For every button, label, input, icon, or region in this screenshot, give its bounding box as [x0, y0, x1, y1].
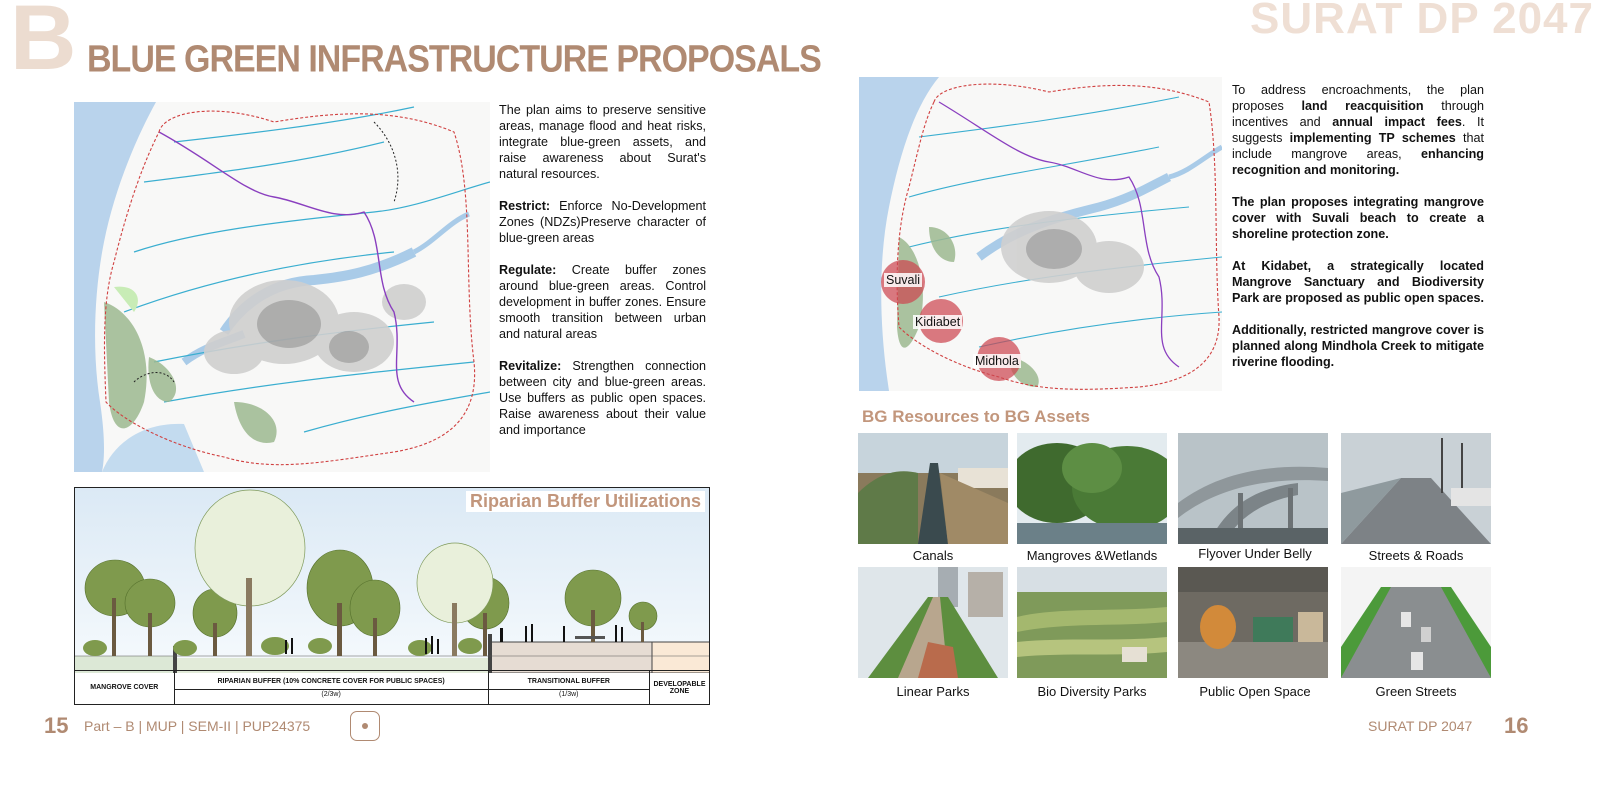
page-nav-button[interactable]: [350, 711, 380, 741]
zone-developable: DEVELOPABLE ZONE: [653, 680, 706, 695]
brand-watermark: SURAT DP 2047: [1250, 0, 1594, 43]
caption-green-streets: Green Streets: [1375, 684, 1457, 699]
public-space-photo: [1178, 567, 1328, 678]
page-title: BLUE GREEN INFRASTRUCTURE PROPOSALS: [87, 38, 821, 81]
caption-biodiversity-parks: Bio Diversity Parks: [1037, 684, 1147, 699]
zone-mangrove-cover: MANGROVE COVER: [75, 671, 175, 704]
gallery-heading: BG Resources to BG Assets: [862, 407, 1090, 426]
mangrove-photo: [1017, 433, 1167, 544]
left-description: [499, 102, 706, 454]
kidiabet-label: Kidiabet: [915, 315, 961, 329]
restrict-paragraph: Restrict: Enforce No-Development Zones (NDZs)Preserve character of blue-green areas: [499, 199, 706, 245]
flyover-photo: [1178, 433, 1328, 544]
canal-photo: [858, 433, 1008, 544]
left-footer-text: Part – B | MUP | SEM-II | PUP24375: [84, 718, 311, 734]
zone-riparian-buffer: RIPARIAN BUFFER (10% CONCRETE COVER FOR PUBLIC SPACES) (2/3w): [175, 671, 489, 704]
right-footer-text: SURAT DP 2047: [1368, 718, 1473, 734]
midhola-label: Midhola: [975, 354, 1019, 368]
left-map: [74, 102, 490, 472]
suvali-label: Suvali: [886, 273, 921, 287]
street-photo: [1341, 433, 1491, 544]
linear-park-photo: [858, 567, 1008, 678]
zone-table: [75, 670, 709, 704]
right-page-number: 16: [1504, 713, 1529, 738]
mindhola-paragraph: Additionally, restricted mangrove cover is planned along Mindhola Creek to mitigate riverine flooding.: [1232, 323, 1484, 369]
revitalize-paragraph: Revitalize: Strengthen connection between city and blue-green areas. Use buffers as public open spaces. Raise awareness about their value and importance: [499, 359, 706, 437]
intro-paragraph: The plan aims to preserve sensitive areas, manage flood and heat risks, integrate blue-green assets, and raise awareness about Surat's natural resources.: [499, 103, 706, 181]
left-page-number: 15: [44, 713, 69, 738]
caption-linear-parks: Linear Parks: [896, 684, 970, 699]
biodiversity-park-photo: [1017, 567, 1167, 678]
right-description: [1232, 82, 1484, 386]
encroachment-paragraph: To address encroachments, the plan proposes land reacquisition through incentives and annual impact fees. It suggests implementing TP schemes that include mangrove areas, enhancing recognition and monitoring.: [1232, 83, 1484, 177]
caption-public-open-space: Public Open Space: [1199, 684, 1311, 699]
riparian-diagram: [74, 487, 710, 705]
zone-transitional-buffer: TRANSITIONAL BUFFER (1/3w): [489, 671, 650, 704]
kidabet-paragraph: At Kidabet, a strategically located Mangrove Sanctuary and Biodiversity Park are proposed as public open spaces.: [1232, 259, 1484, 305]
suvali-paragraph: The plan proposes integrating mangrove cover with Suvali beach to create a shoreline protection zone.: [1232, 195, 1484, 241]
caption-mangroves: Mangroves &Wetlands: [1026, 548, 1158, 563]
riparian-title: Riparian Buffer Utilizations: [466, 491, 705, 512]
regulate-paragraph: Regulate: Create buffer zones around blue-green areas. Control development in buffer zones. Ensure smooth transition between urban and natural areas: [499, 263, 706, 341]
caption-flyover: Flyover Under Belly: [1198, 546, 1312, 561]
right-map: [859, 77, 1222, 391]
green-street-photo: [1341, 567, 1491, 678]
dot-icon: [362, 723, 368, 729]
section-letter: B: [10, 0, 77, 89]
caption-streets: Streets & Roads: [1368, 548, 1464, 563]
caption-canals: Canals: [912, 548, 954, 563]
